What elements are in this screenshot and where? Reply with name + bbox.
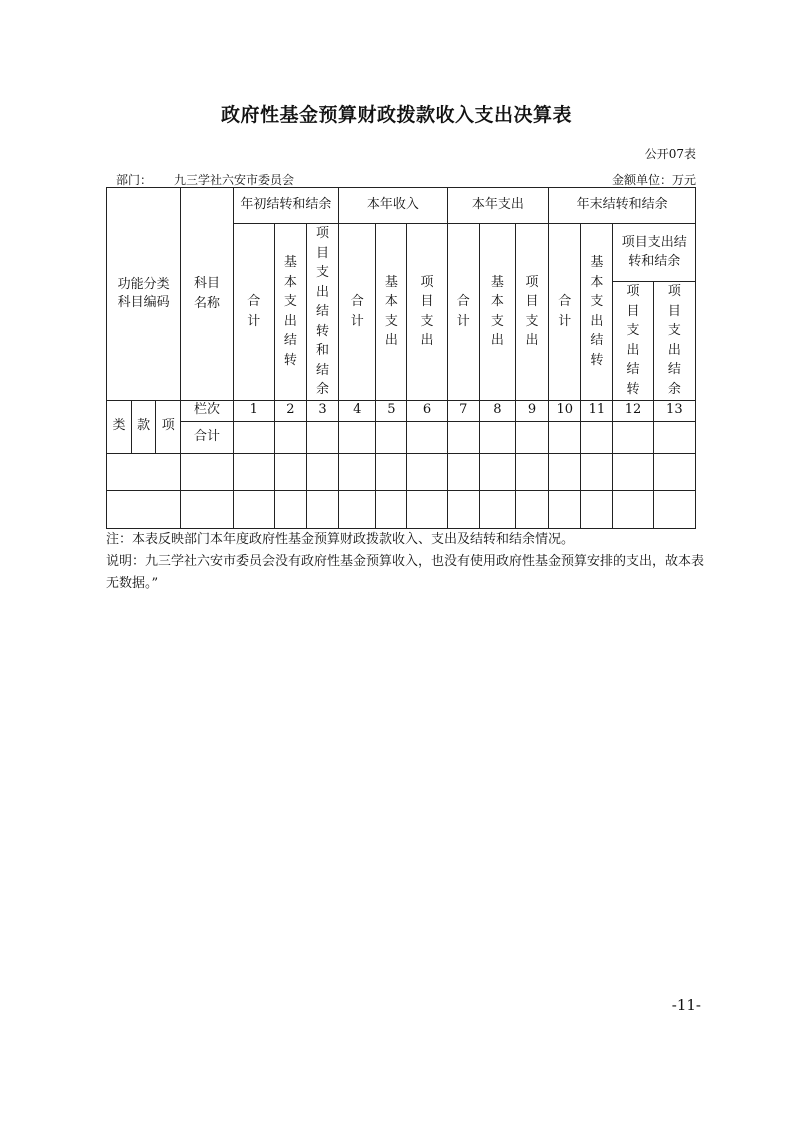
lei-label: 类 [107,400,132,453]
h-project-carry-balance-4: 项目支出结转和结余 [613,224,696,282]
col-num: 3 [306,400,338,421]
col-num: 2 [274,400,306,421]
h-total-2: 合计 [339,224,376,401]
page-title: 政府性基金预算财政拨款收入支出决算表 [220,104,572,126]
h-project-balance-4: 项目支出结余 [653,282,695,401]
h-basic-exp-3: 基本支出 [479,224,515,401]
col-num: 12 [613,400,653,421]
header-income: 本年收入 [339,188,448,224]
h-project-exp-2: 项目支出 [407,224,447,401]
h-total-4: 合计 [549,224,581,401]
h-project-carry-4: 项目支出结转 [613,282,653,401]
col-num: 5 [376,400,407,421]
func-code-header: 功能分类科目编码 [107,188,181,401]
page-number: -11- [671,996,701,1014]
h-project-exp-3: 项目支出 [515,224,548,401]
budget-table [106,187,696,529]
h-total-3: 合计 [447,224,479,401]
department-name: 九三学社六安市委员会 [174,173,295,187]
table-row [107,490,696,528]
col-num: 4 [339,400,376,421]
unit-label: 金额单位：万元 [611,173,696,187]
note-2: 说明：九三学社六安市委员会没有政府性基金预算收入，也没有使用政府性基金预算安排的支出，故本表无数据。” [106,554,705,591]
subject-name-text: 科目名称 [193,276,220,311]
xiang-label: 项 [156,400,181,453]
col-num: 11 [581,400,613,421]
kuan-label: 款 [132,400,156,453]
h-total-1: 合计 [233,224,274,401]
department-line [116,171,294,188]
note-1: 注：本表反映部门本年度政府性基金预算财政拨款收入、支出及结转和结余情况。 [106,532,575,547]
subject-name-header [181,188,233,401]
h-basic-exp-2: 基本支出 [376,224,407,401]
header-closing-balance: 年末结转和结余 [549,188,696,224]
h-project-carry-balance-1: 项目支出结转和结余 [306,224,338,401]
col-num: 1 [233,400,274,421]
col-num: 13 [653,400,695,421]
col-num: 9 [515,400,548,421]
header-opening-balance: 年初结转和结余 [233,188,339,224]
heji-label: 合计 [181,421,233,453]
department-label: 部门： [116,173,153,187]
col-num: 10 [549,400,581,421]
table-row [107,453,696,490]
col-num: 8 [479,400,515,421]
lanci-label: 栏次 [181,400,233,421]
notes [106,529,706,595]
table-code: 公开07表 [644,147,696,161]
col-num: 6 [407,400,447,421]
h-basic-carry-1: 基本支出结转 [274,224,306,401]
header-expenditure: 本年支出 [447,188,548,224]
col-num: 7 [447,400,479,421]
h-basic-carry-4: 基本支出结转 [581,224,613,401]
